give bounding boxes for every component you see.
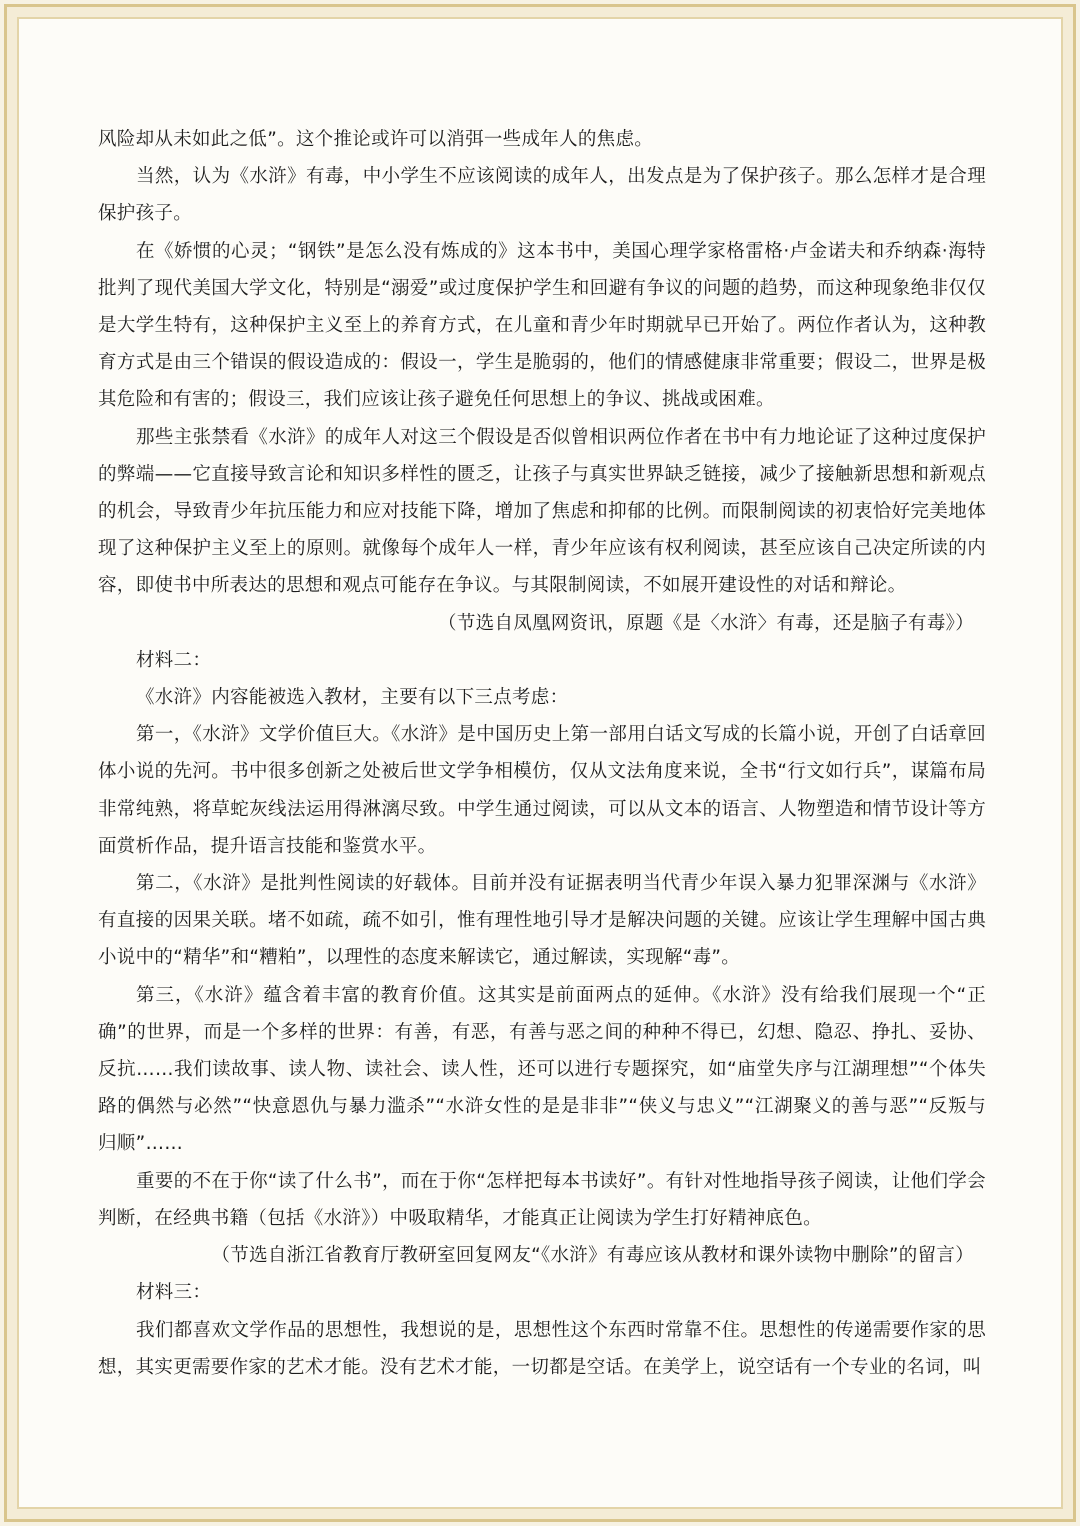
material-2-heading: 材料二： [136, 649, 212, 671]
paragraph-9: 重要的不在于你“读了什么书”，而在于你“怎样把每本书读好”。有针对性地指导孩子阅读，让他们学会判断，在经典书籍（包括《水浒》）中吸取精华，才能真正让阅读为学生打好精神底色。 [98, 1170, 986, 1229]
material-3-heading: 材料三： [136, 1282, 212, 1304]
paragraph-7: 第二，《水浒》是批判性阅读的好载体。目前并没有证据表明当代青少年误入暴力犯罪深渊与《水浒》有直接的因果关联。堵不如疏，疏不如引，惟有理性地引导才是解决问题的关键。应该让学生理解中国古典小说中的“精华”和“糟粕”，以理性的态度来解读它，通过解读，实现解“毒”。 [98, 873, 986, 969]
paragraph-8: 第三，《水浒》蕴含着丰富的教育价值。这其实是前面两点的延伸。《水浒》没有给我们展现一个“正确”的世界，而是一个多样的世界：有善，有恶，有善与恶之间的种种不得已，幻想、隐忍、挣扎、妥协、反抗……我们读故事、读人物、读社会、读人性，还可以进行专题探究，如“庙堂失序与江湖理想”“个体失路的偶然与必然”“快意恩仇与暴力滥杀”“水浒女性的是是非非”“侠义与忠义”“江湖聚义的善与恶”“反叛与归顺”…… [98, 984, 986, 1155]
paragraph-5: 《水浒》内容能被选入教材，主要有以下三点考虑： [136, 687, 569, 709]
source-citation-1: （节选自凤凰网资讯，原题《是〈水浒〉有毒，还是脑子有毒》） [438, 612, 974, 634]
document-page [98, 121, 986, 1386]
paragraph-6: 第一，《水浒》文学价值巨大。《水浒》是中国历史上第一部用白话文写成的长篇小说，开创了白话章回体小说的先河。书中很多创新之处被后世文学争相模仿，仅从文法角度来说，全书“行文如行兵”，谋篇布局非常纯熟，将草蛇灰线法运用得淋漓尽致。中学生通过阅读，可以从文本的语言、人物塑造和情节设计等方面赏析作品，提升语言技能和鉴赏水平。 [98, 724, 986, 857]
source-citation-2: （节选自浙江省教育厅教研室回复网友“《水浒》有毒应该从教材和课外读物中删除”的留言） [211, 1245, 974, 1267]
paragraph-1: 风险却从未如此之低”。这个推论或许可以消弭一些成年人的焦虑。 [98, 129, 654, 150]
paragraph-2: 当然，认为《水浒》有毒，中小学生不应该阅读的成年人，出发点是为了保护孩子。那么怎样才是合理保护孩子。 [98, 166, 986, 225]
paragraph-3: 在《娇惯的心灵；“钢铁”是怎么没有炼成的》这本书中，美国心理学家格雷格·卢金诺夫和乔纳森·海特批判了现代美国大学文化，特别是“溺爱”或过度保护学生和回避有争议的问题的趋势，而这种现象绝非仅仅是大学生特有，这种保护主义至上的养育方式，在儿童和青少年时期就早已开始了。两位作者认为，这种教育方式是由三个错误的假设造成的：假设一，学生是脆弱的，他们的情感健康非常重要；假设二，世界是极其危险和有害的；假设三，我们应该让孩子避免任何思想上的争议、挑战或困难。 [98, 240, 986, 411]
paragraph-4: 那些主张禁看《水浒》的成年人对这三个假设是否似曾相识两位作者在书中有力地论证了这种过度保护的弊端——它直接导致言论和知识多样性的匮乏，让孩子与真实世界缺乏链接，减少了接触新思想和新观点的机会，导致青少年抗压能力和应对技能下降，增加了焦虑和抑郁的比例。而限制阅读的初衷恰好完美地体现了这种保护主义至上的原则。就像每个成年人一样，青少年应该有权利阅读，甚至应该自己决定所读的内容，即使书中所表达的思想和观点可能存在争议。与其限制阅读，不如展开建设性的对话和辩论。 [98, 426, 986, 597]
paragraph-10: 我们都喜欢文学作品的思想性，我想说的是，思想性这个东西时常靠不住。思想性的传递需要作家的思想，其实更需要作家的艺术才能。没有艺术才能，一切都是空话。在美学上，说空话有一个专业的名词，叫 [98, 1319, 986, 1378]
